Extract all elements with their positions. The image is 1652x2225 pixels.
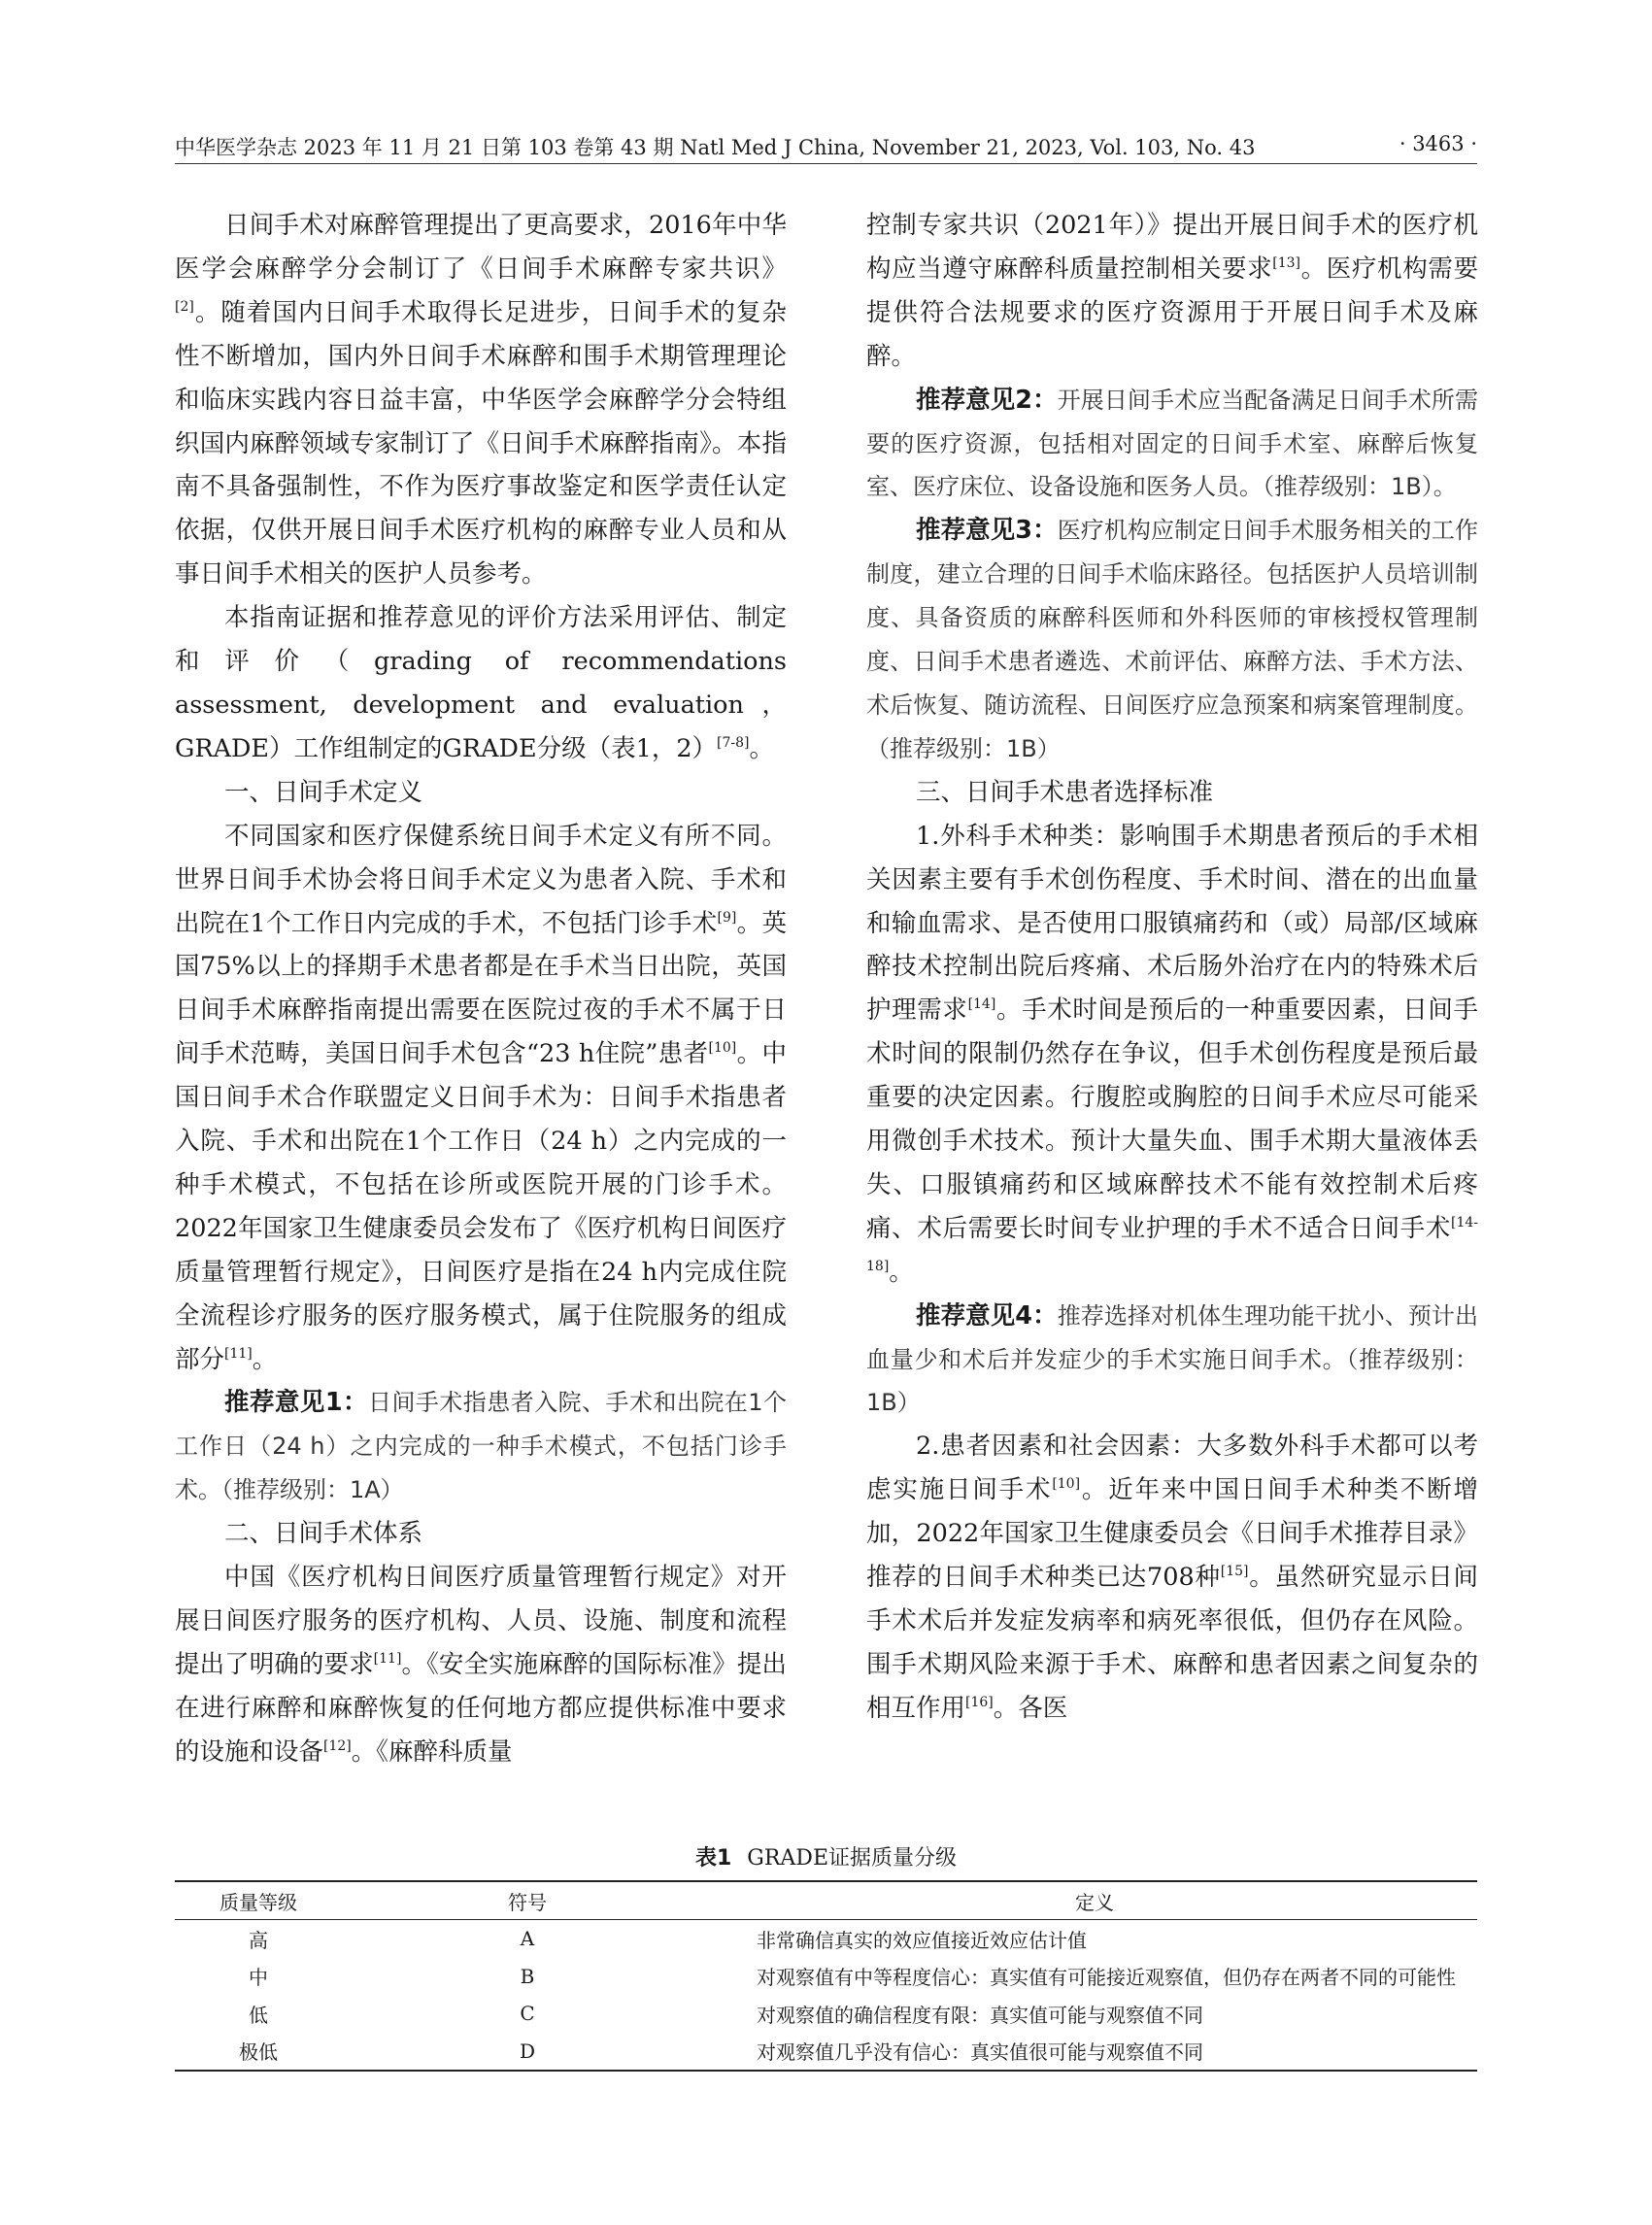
paragraph: 不同国家和医疗保健系统日间手术定义有所不同。世界日间手术协会将日间手术定义为患者入院、手术和出院在1个工作日内完成的手术，不包括门诊手术[9]。英国75%以上的择期手术患者都是在手术当日出院，英国日间手术麻醉指南提出需要在医院过夜的手术不属于日间手术范畴，美国日间手术包含“23 h住院”患者[10]。中国日间手术合作联盟定义日间手术为：日间手术指患者入院、手术和出院在1个工作日（24 h）之内完成的一种手术模式，不包括在诊所或医院开展的门诊手术。2022年国家卫生健康委员会发布了《医疗机构日间医疗质量管理暂行规定》，日间医疗是指在24 h内完成住院全流程诊疗服务的医疗服务模式，属于住院服务的组成部分[11]。: [175, 821, 787, 1374]
table-cell: 对观察值有中等程度信心：真实值有可能接近观察值，但仍存在两者不同的可能性: [757, 1966, 1456, 1990]
section-heading: 三、日间手术患者选择标准: [916, 777, 1214, 807]
table-caption: [175, 1841, 1477, 1871]
paragraph: 本指南证据和推荐意见的评价方法采用评估、制定和评价（grading of recommendations assessment, development and evaluation，GRADE）工作组制定的GRADE分级（表1，2）[7-8]。: [175, 603, 787, 763]
journal-citation: 中华医学杂志 2023 年 11 月 21 日第 103 卷第 43 期 Natl Med J China, November 21, 2023, Vol. 103, No. 43: [175, 136, 1256, 159]
table-number: 表1: [694, 1846, 732, 1871]
paragraph: 中国《医疗机构日间医疗质量管理暂行规定》对开展日间医疗服务的医疗机构、人员、设施、制度和流程提出了明确的要求[11]。《安全实施麻醉的国际标准》提出在进行麻醉和麻醉恢复的任何地方都应提供标准中要求的设施和设备[12]。《麻醉科质量: [175, 1563, 787, 1767]
table-cell: 极低: [175, 2033, 342, 2072]
table-cell: 中: [249, 1966, 268, 1990]
table-row: [175, 2033, 1477, 2072]
paragraph: 1.外科手术种类：影响围手术期患者预后的手术相关因素主要有手术创伤程度、手术时间、潜在的出血量和输血需求、是否使用口服镇痛药和（或）局部/区域麻醉技术控制出院后疼痛、术后肠外治疗在内的特殊术后护理需求[14]。手术时间是预后的一种重要因素，日间手术时间的限制仍然存在争议，但手术创伤程度是预后最重要的决定因素。行腹腔或胸腔的日间手术应尽可能采用微创手术技术。预计大量失血、围手术期大量液体丢失、口服镇痛药和区域麻醉技术不能有效控制术后疼痛、术后需要长时间专业护理的手术不适合日间手术[14-18]。: [866, 821, 1478, 1287]
paragraph: 2.患者因素和社会因素：大多数外科手术都可以考虑实施日间手术[10]。近年来中国日间手术种类不断增加，2022年国家卫生健康委员会《日间手术推荐目录》推荐的日间手术种类已达708种[15]。虽然研究显示日间手术术后并发症发病率和病死率很低，但仍存在风险。围手术期风险来源于手术、麻醉和患者因素之间复杂的相互作用[16]。各医: [866, 1432, 1478, 1723]
column-header: 符号: [342, 1881, 713, 1920]
table-row: [175, 1958, 1477, 1996]
table-cell: D: [342, 2033, 713, 2072]
table-cell: 非常确信真实的效应值接近效应估计值: [757, 1928, 1087, 1952]
table-cell: 对观察值的确信程度有限：真实值可能与观察值不同: [757, 2003, 1203, 2027]
section-heading: 二、日间手术体系: [224, 1519, 423, 1549]
table-header-row: [175, 1881, 1477, 1920]
column-header: 定义: [713, 1881, 1477, 1920]
recommendation: 推荐意见1：日间手术指患者入院、手术和出院在1个工作日（24 h）之内完成的一种手术模式，不包括门诊手术。（推荐级别：1A）: [175, 1388, 787, 1504]
paragraph: 控制专家共识（2021年）》提出开展日间手术的医疗机构应当遵守麻醉科质量控制相关要求[13]。医疗机构需要提供符合法规要求的医疗资源用于开展日间手术及麻醉。: [866, 211, 1478, 371]
grade-table: [175, 1880, 1477, 2072]
table-title: GRADE证据质量分级: [747, 1846, 958, 1871]
table-cell: A: [520, 1927, 535, 1951]
table-cell: 低: [249, 2003, 268, 2027]
table-row: [175, 1920, 1477, 1958]
column-header: 质量等级: [175, 1881, 342, 1920]
section-heading: 一、日间手术定义: [224, 777, 423, 807]
recommendation: 推荐意见3：医疗机构应制定日间手术服务相关的工作制度，建立合理的日间手术临床路径。包括医护人员培训制度、具备资质的麻醉科医师和外科医师的审核授权管理制度、日间手术患者遴选、术前评估、麻醉方法、手术方法、术后恢复、随访流程、日间医疗应急预案和病案管理制度。（推荐级别：1B）: [866, 516, 1478, 762]
table-cell: B: [520, 1964, 535, 1988]
right-column: [866, 204, 1478, 1731]
table-row: [175, 1995, 1477, 2033]
paragraph: 日间手术对麻醉管理提出了更高要求，2016年中华医学会麻醉学分会制订了《日间手术麻醉专家共识》[2]。随着国内日间手术取得长足进步，日间手术的复杂性不断增加，国内外日间手术麻醉和围手术期管理理论和临床实践内容日益丰富，中华医学会麻醉学分会特组织国内麻醉领域专家制订了《日间手术麻醉指南》。本指南不具备强制性，不作为医疗事故鉴定和医学责任认定依据，仅供开展日间手术医疗机构的麻醉专业人员和从事日间手术相关的医护人员参考。: [175, 211, 787, 590]
left-column: [175, 204, 787, 1774]
running-header: [175, 128, 1477, 164]
table-cell: C: [520, 2002, 535, 2026]
table-cell: 对观察值几乎没有信心：真实值很可能与观察值不同: [713, 2033, 1477, 2072]
table-cell: 高: [249, 1928, 268, 1952]
recommendation: 推荐意见4：推荐选择对机体生理功能干扰小、预计出血量少和术后并发症少的手术实施日间手术。（推荐级别：1B）: [866, 1300, 1478, 1417]
recommendation: 推荐意见2：开展日间手术应当配备满足日间手术所需要的医疗资源，包括相对固定的日间手术室、麻醉后恢复室、医疗床位、设备设施和医务人员。（推荐级别：1B）。: [866, 385, 1478, 501]
page-number: · 3463 ·: [1399, 132, 1477, 155]
